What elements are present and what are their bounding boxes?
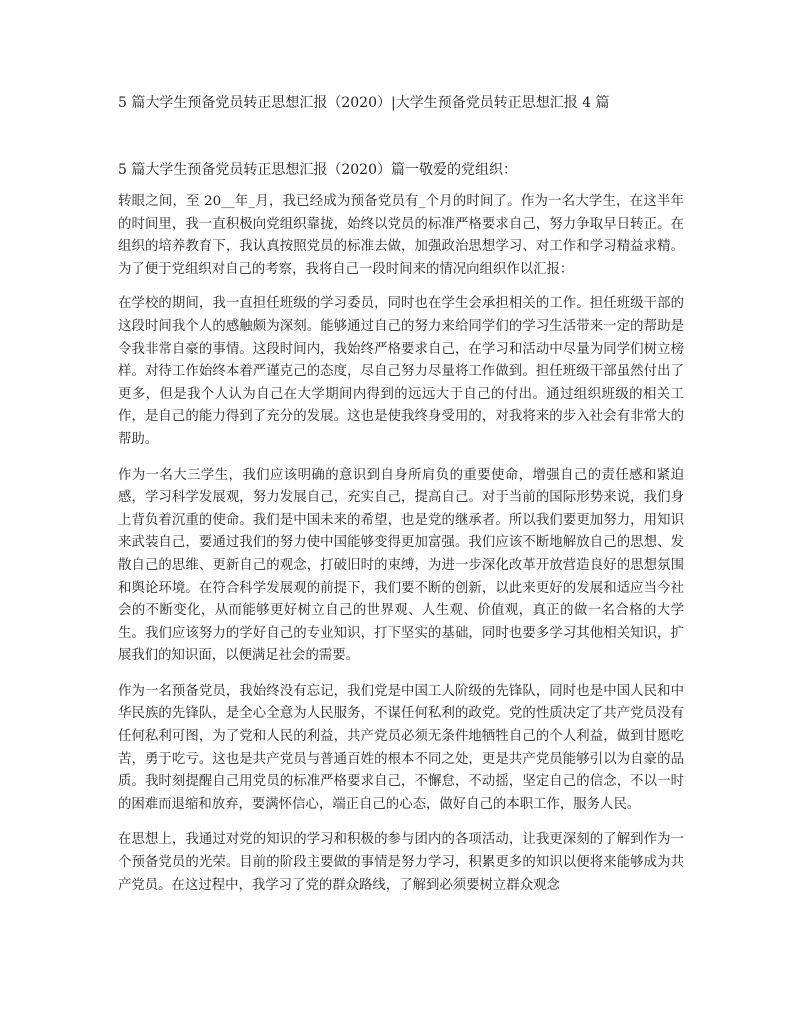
document-title: 5 篇大学生预备党员转正思想汇报（2020）|大学生预备党员转正思想汇报 4 篇 [118,95,610,111]
paragraph: 作为一名大三学生，我们应该明确的意识到自身所肩负的重要使命，增强自己的责任感和紧迫感，学习科学发展观，努力发展自己，充实自己，提高自己。对于当前的国际形势来说，我们身上背负着沉重的使命。我们是中国未来的希望，也是党的继承者。所以我们要更加努力，用知识来武装自己，要通过我们的努力使中国能够变得更加富强。我们应该不断地解放自己的思想、发散自己的思维、更新自己的观念，打破旧时的束缚，为进一步深化改革开放营造良好的思想氛围和舆论环境。在符合科学发展观的前提下，我们要不断的创新，以此来更好的发展和适应当今社会的不断变化，从而能够更好树立自己的世界观、人生观、价值观，真正的做一名合格的大学生。我们应该努力的学好自己的专业知识，打下坚实的基础，同时也要多学习其他相关知识，扩展我们的知识面，以便满足社会的需要。 [118,467,684,664]
document-body [118,191,684,910]
paragraph: 作为一名预备党员，我始终没有忘记，我们党是中国工人阶级的先锋队，同时也是中国人民和中华民族的先锋队，是全心全意为人民服务，不谋任何私利的政党。党的性质决定了共产党员没有任何私利可图，为了党和人民的利益，共产党员必须无条件地牺牲自己的个人利益，做到甘愿吃苦，勇于吃亏。这也是共产党员与普通百姓的根本不同之处，更是共产党员能够引以为自豪的品质。我时刻提醒自己用党员的标准严格要求自己，不懈怠，不动摇，坚定自己的信念，不以一时的困难而退缩和放弃，要满怀信心，端正自己的心态，做好自己的本职工作，服务人民。 [118,683,684,812]
paragraph: 转眼之间，至 20__年_月，我已经成为预备党员有_个月的时间了。作为一名大学生，在这半年的时间里，我一直积极向党组织靠拢，始终以党员的标准严格要求自己，努力争取早日转正。在组织的培养教育下，我认真按照党员的标准去做，加强政治思想学习、对工作和学习精益求精。为了便于党组织对自己的考察，我将自己一段时间来的情况向组织作以汇报： [118,194,684,277]
paragraph: 在思想上，我通过对党的知识的学习和积极的参与团内的各项活动，让我更深刻的了解到作为一个预备党员的光荣。目前的阶段主要做的事情是努力学习，积累更多的知识以便将来能够成为共产党员。在这过程中，我学习了党的群众路线，了解到必须要树立群众观念 [118,832,684,893]
paragraph: 在学校的期间，我一直担任班级的学习委员，同时也在学生会承担相关的工作。担任班级干部的这段时间我个人的感触颇为深刻。能够通过自己的努力来给同学们的学习生活带来一定的帮助是令我非常自豪的事情。这段时间内，我始终严格要求自己，在学习和活动中尽量为同学们树立榜样。对待工作始终本着严谨克己的态度，尽自己努力尽量将工作做到。担任班级干部虽然付出了更多，但是我个人认为自己在大学期间内得到的远远大于自己的付出。通过组织班级的相关工作，是自己的能力得到了充分的发展。这也是使我终身受用的，对我将来的步入社会有非常大的帮助。 [118,296,684,447]
section-heading: 5 篇大学生预备党员转正思想汇报（2020）篇一敬爱的党组织： [118,162,517,178]
